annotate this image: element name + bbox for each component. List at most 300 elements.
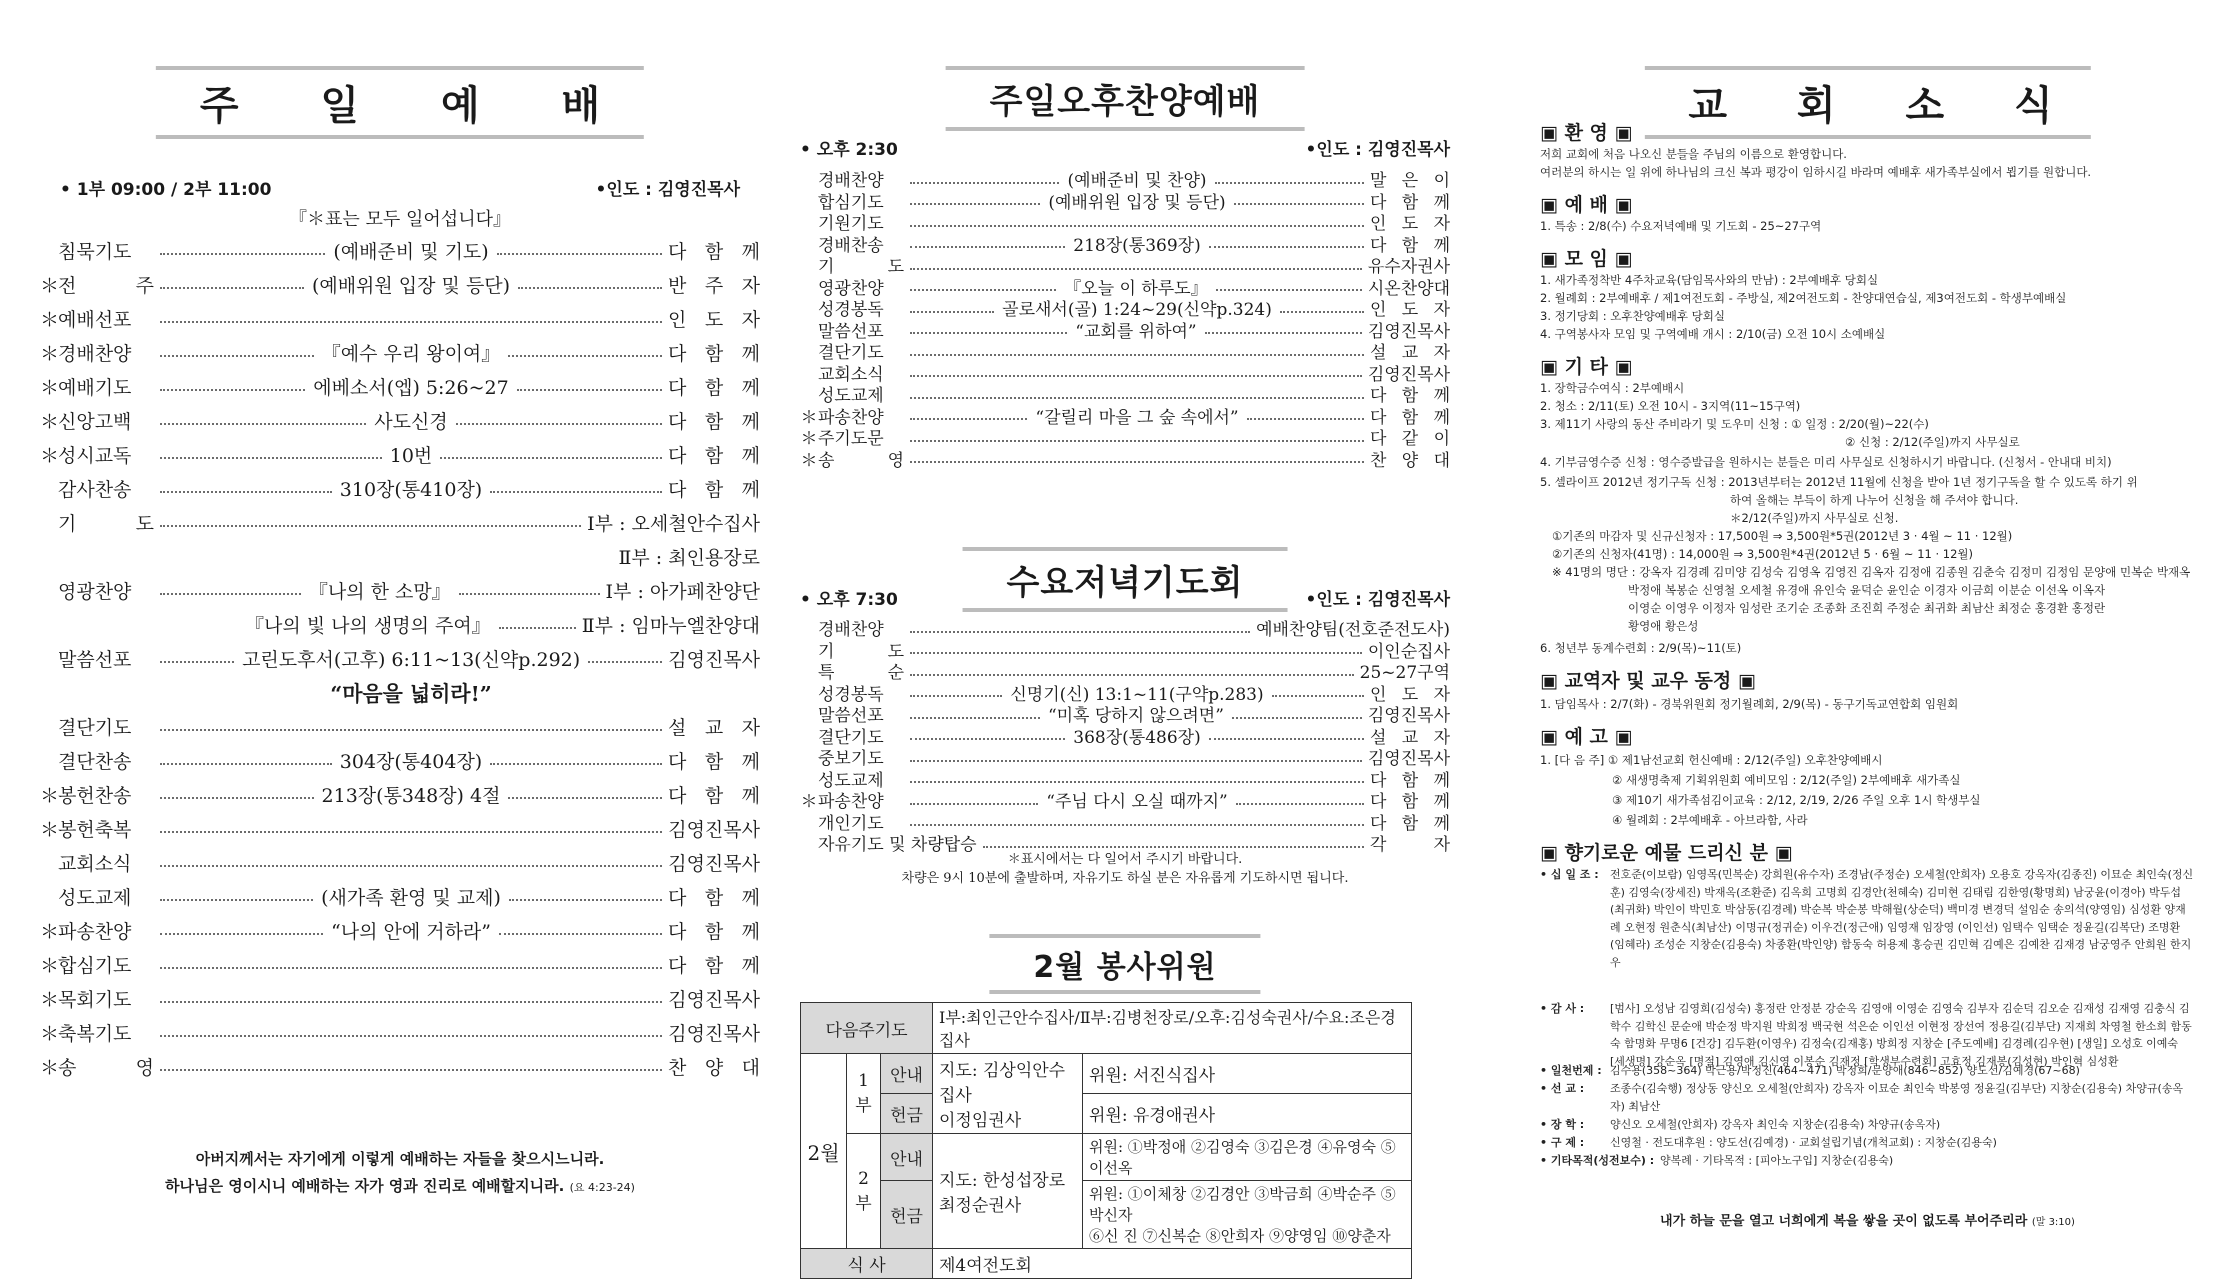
leader-dots: [910, 332, 1067, 334]
leader-dots: [1236, 803, 1364, 805]
order-row: [40, 301, 760, 335]
offering-kind: • 십 일 조 :: [1540, 868, 1599, 881]
afternoon-leader: •인도 : 김영진목사: [1305, 140, 1450, 160]
order-label: 결단기도: [58, 716, 132, 739]
order-person: 인 도 자: [668, 308, 760, 331]
part2-cell: 2부: [847, 1134, 881, 1249]
order-label: 결단기도: [818, 727, 884, 748]
leader-dots: [910, 461, 1364, 463]
order-person: 25~27구역: [1359, 663, 1450, 684]
order-content: 골로새서(골) 1:24~29(신약p.324): [1002, 300, 1272, 321]
order-row: [800, 703, 1450, 725]
wednesday-prayer-title: 수요저녁기도회: [963, 547, 1288, 612]
standing-mark: ＊: [40, 274, 60, 297]
order-person: Ⅰ부 : 오세철안수집사: [587, 512, 760, 535]
leader-dots: [910, 738, 1065, 740]
standing-mark: ＊: [800, 429, 818, 450]
leader-dots: [910, 182, 1059, 184]
leader-dots: [160, 933, 323, 935]
etc-item5g: 박정애 복봉순 신영철 오세철 유경애 유인숙 윤덕순 윤인순 이경자 이금희 이분순 이선옥 이옥자: [1628, 583, 2106, 597]
offering-item: [1540, 1000, 2195, 1070]
order-row: [800, 660, 1450, 682]
order-person: 이인순집사: [1367, 641, 1450, 662]
order-label: 신앙고백: [58, 410, 132, 433]
offering-item: [1540, 1152, 2195, 1170]
etc-item5d: ①기존의 마감자 및 신규신청자 : 17,500원 ⇒ 3,500원*5권(2012년 3 · 4월 ~ 11 · 12월): [1552, 529, 2013, 543]
order-row: [800, 168, 1450, 190]
order-row: [800, 211, 1450, 233]
leader-dots: [160, 797, 314, 799]
leader-dots: [499, 627, 576, 629]
leader-dots: [160, 321, 662, 323]
footer-verse-line2: [40, 1175, 760, 1196]
offering-names: 김수용(358~364) 박근용/박정진(464~471) 박정희/문양애(846~852) 양도선/김예경(67~68): [1610, 1064, 2080, 1077]
p1-offering-members: 위원: 유경애권사: [1083, 1094, 1412, 1134]
order-person: 다 함 께: [1370, 770, 1450, 791]
order-content: 에베소서(엡) 5:26~27: [313, 376, 509, 399]
leader-dots: [497, 253, 662, 255]
leader-dots: [1272, 695, 1364, 697]
order-row: [40, 607, 760, 641]
order-row: [800, 682, 1450, 704]
order-row: [800, 639, 1450, 661]
standing-mark: ＊: [800, 450, 818, 471]
order-content: “나의 안에 거하라”: [331, 920, 491, 943]
notice-item1: 1. [다 음 주] ① 제1남선교회 헌신예배 : 2/12(주일) 오후찬양예배시: [1540, 753, 1883, 767]
order-person: 김영진목사: [1367, 364, 1450, 385]
meeting-item4: 4. 구역봉사자 모임 및 구역예배 개시 : 2/10(금) 오전 10시 소예배실: [1540, 327, 1886, 341]
order-person: 각 자: [1370, 835, 1450, 856]
leader-dots: [160, 525, 581, 527]
order-person: 유수자권사: [1367, 257, 1450, 278]
etc-item5f: ※ 41명의 명단 : 강옥자 김경례 김미양 김성숙 김영옥 김영진 김옥자 김정애 김종원 김춘숙 김정미 김정임 문양애 민복순 박재옥: [1552, 565, 2191, 579]
order-content: 신명기(신) 13:1~11(구약p.283): [1010, 684, 1264, 705]
order-label: 개인기도: [818, 813, 884, 834]
order-label: 성도교제: [58, 886, 132, 909]
order-row: [40, 913, 760, 947]
order-content: 사도신경: [374, 410, 448, 433]
offering-names: 양복례 · 기타목적 : [피아노구입] 지창순(김용숙): [1660, 1154, 1894, 1167]
order-row: [800, 319, 1450, 341]
order-label: 교회소식: [58, 852, 132, 875]
order-person: 다 함 께: [1370, 386, 1450, 407]
worship-time: • 1부 09:00 / 2부 11:00: [60, 180, 272, 200]
leader-dots: [459, 593, 600, 595]
leader-dots: [910, 354, 1364, 356]
order-person: 예배찬양팀(전호준전도사): [1256, 620, 1450, 641]
etc-item6: 6. 청년부 동계수련회 : 2/9(목)~11(토): [1540, 641, 1742, 655]
order-content: (예배준비 및 찬양): [1067, 171, 1207, 192]
order-row: [40, 1049, 760, 1083]
wednesday-time-line: [800, 585, 1450, 610]
order-row: [800, 362, 1450, 384]
etc-item3b: ② 신청 : 2/12(주일)까지 사무실로: [1845, 435, 2020, 449]
order-person: 인 도 자: [1370, 300, 1450, 321]
order-person: 다 함 께: [668, 954, 760, 977]
order-label: 결단찬송: [58, 750, 132, 773]
leader-dots: [910, 397, 1364, 399]
order-content: (예배준비 및 기도): [333, 240, 489, 263]
etc-item5i: 황영애 황은성: [1628, 619, 1699, 633]
order-person: 찬 양 대: [1370, 450, 1450, 471]
leader-dots: [910, 717, 1040, 719]
order-content: 『예수 우리 왕이여』: [321, 342, 501, 365]
order-person: 김영진목사: [668, 852, 760, 875]
order-content: 10번: [389, 444, 433, 467]
closing-verse: [1540, 1210, 2195, 1229]
wednesday-note2: 차량은 9시 10분에 출발하며, 자유기도 하실 분은 자유롭게 기도하시면 됩니다.: [901, 871, 1349, 886]
leader-dots: [910, 781, 1364, 783]
order-person: 다 같 이: [1370, 429, 1450, 450]
volunteers-title: 2월 봉사위원: [989, 934, 1260, 994]
order-person: 다 함 께: [1370, 407, 1450, 428]
sunday-worship-title: 주 일 예 배: [156, 66, 644, 139]
order-person: 다 함 께: [668, 444, 760, 467]
order-row: [40, 709, 760, 743]
standing-mark: ＊: [40, 818, 60, 841]
church-news-title: 교 회 소 식: [1644, 66, 2090, 139]
offering-kind: • 감 사 :: [1540, 1002, 1585, 1015]
wednesday-note1: ＊표시에서는 다 일어서 주시기 바랍니다.: [1007, 852, 1243, 867]
standing-mark: ＊: [40, 784, 60, 807]
leader-dots: [160, 1035, 662, 1037]
leader-dots: [910, 824, 1364, 826]
welcome-section-title: ▣ 환 영 ▣: [1540, 122, 1633, 144]
etc-item5c: ＊2/12(주일)까지 사무실로 신청.: [1730, 511, 1899, 525]
order-person: 설 교 자: [1370, 343, 1450, 364]
order-row: [800, 811, 1450, 833]
order-person: 김영진목사: [668, 988, 760, 1011]
welcome-line1: 저희 교회에 처음 나오신 분들을 주님의 이름으로 환영합니다.: [1540, 147, 1847, 161]
etc-item3: 3. 제11기 사랑의 동산 주비라기 및 도우미 신청 : ① 일정 : 2/20(월)~22(수): [1540, 417, 1929, 431]
standing-mark: ＊: [800, 792, 818, 813]
leader-dots: [160, 729, 662, 731]
notice-item4: ④ 월례회 : 2부예배후 - 아브라함, 사라: [1612, 813, 1808, 827]
order-content: “교회를 위하여”: [1075, 321, 1197, 342]
order-row: [40, 1015, 760, 1049]
footer-verse-line1: 아버지께서는 자기에게 이렇게 예배하는 자들을 찾으시느니라.: [195, 1150, 605, 1168]
order-label: 합심기도: [58, 954, 132, 977]
order-row: [40, 879, 760, 913]
p2-offering-members: 위원: ①이체창 ②김경안 ③박금희 ④박순주 ⑤박신자 ⑥신 진 ⑦신복순 ⑧안희자 ⑨양영임 ⑩양춘자: [1083, 1181, 1412, 1249]
order-row: [800, 426, 1450, 448]
month-cell: 2월: [801, 1054, 847, 1249]
footer-verse-text: 하나님은 영이시니 예배하는 자가 영과 진리로 예배할지니라.: [165, 1177, 565, 1195]
p2-lead: 지도: 한성섭장로 최정순권사: [933, 1134, 1083, 1249]
order-person: 다 함 께: [668, 784, 760, 807]
order-content: 304장(통404장): [339, 750, 483, 773]
leader-dots: [160, 389, 305, 391]
order-label: 말씀선포: [818, 706, 884, 727]
offering-item: [1540, 1116, 2195, 1134]
p2-guide-members: 위원: ①박정애 ②김영숙 ③김은경 ④유영숙 ⑤이선옥: [1083, 1134, 1412, 1181]
p2-guide-label: 안내: [881, 1134, 933, 1181]
etc-section-title: ▣ 기 타 ▣: [1540, 356, 1633, 378]
order-label: 예배기도: [58, 376, 132, 399]
standing-mark: ＊: [800, 407, 818, 428]
notice-item2: ② 새생명축제 기획위원회 예비모임 : 2/12(주일) 2부예배후 새가족실: [1612, 773, 1961, 787]
leader-dots: [160, 287, 304, 289]
order-row: [40, 573, 760, 607]
order-row: [800, 276, 1450, 298]
offering-names: 신영철 · 전도대후원 : 양도선(김예경) · 교회설립기념(개척교회) : 지창순(김용숙): [1610, 1136, 1997, 1149]
order-label: 송 영: [58, 1056, 154, 1079]
standing-mark: ＊: [40, 410, 60, 433]
order-label: 파송찬양: [818, 407, 884, 428]
offering-item: [1540, 866, 2195, 971]
leader-dots: [588, 661, 662, 663]
order-content: 213장(통348장) 4절: [321, 784, 501, 807]
leader-dots: [160, 899, 313, 901]
order-label: 영광찬양: [818, 278, 884, 299]
leader-dots: [160, 593, 301, 595]
leader-dots: [910, 695, 1002, 697]
order-row: [40, 471, 760, 505]
dept-section-title: ▣ 교역자 및 교우 동정 ▣: [1540, 670, 1756, 692]
etc-item5e: ②기존의 신청자(41명) : 14,000원 ⇒ 3,500원*4권(2012년 5 · 6월 ~ 11 · 12월): [1552, 547, 1974, 561]
leader-dots: [160, 763, 332, 765]
order-row: [800, 254, 1450, 276]
order-row: [40, 947, 760, 981]
standing-note: 『＊표는 모두 일어섭니다』: [289, 209, 511, 230]
leader-dots: [910, 652, 1362, 654]
leader-dots: [910, 803, 1038, 805]
afternoon-time-line: [800, 135, 1450, 160]
order-row: [800, 340, 1450, 362]
order-person: 시온찬양대: [1367, 278, 1450, 299]
offering-item: [1540, 1134, 2195, 1152]
order-person: Ⅱ부 : 최인용장로: [618, 546, 760, 569]
order-content: 『오늘 이 하루도』: [1064, 278, 1208, 299]
leader-dots: [160, 355, 314, 357]
order-person: 다 함 께: [668, 886, 760, 909]
order-person: 다 함 께: [668, 920, 761, 943]
order-person: Ⅱ부 : 임마누엘찬양대: [581, 614, 760, 637]
order-row: [40, 811, 760, 845]
order-row: [40, 981, 760, 1015]
standing-mark: ＊: [40, 342, 60, 365]
offering-kind: • 선 교 :: [1540, 1082, 1585, 1095]
leader-dots: [508, 797, 662, 799]
order-row: [800, 617, 1450, 639]
order-row: [800, 725, 1450, 747]
standing-mark: ＊: [40, 1022, 60, 1045]
order-content: “마음을 넓히라!”: [330, 681, 492, 706]
order-person: 김영진목사: [668, 818, 760, 841]
standing-mark: ＊: [40, 1056, 60, 1079]
leader-dots: [518, 287, 662, 289]
p1-offering-label: 헌금: [881, 1094, 933, 1134]
meeting-item2: 2. 월례회 : 2부예배후 / 제1여전도회 - 주방실, 제2여전도회 - 찬양대연습실, 제3여전도회 - 학생부예배실: [1540, 291, 2067, 305]
order-label: 경배찬송: [818, 235, 884, 256]
order-label: 합심기도: [818, 192, 884, 213]
order-row: [40, 369, 760, 403]
standing-mark: ＊: [40, 308, 60, 331]
leader-dots: [160, 1001, 662, 1003]
order-label: 영광찬양: [58, 580, 132, 603]
order-row: [40, 675, 760, 709]
order-label: 주기도문: [818, 429, 884, 450]
leader-dots: [508, 355, 662, 357]
order-label: 자유기도 및 차량탑승: [818, 835, 977, 856]
order-label: 기 도: [58, 512, 154, 535]
order-label: 파송찬양: [818, 792, 884, 813]
offering-kind: • 일천번제 :: [1540, 1064, 1602, 1077]
order-row: [40, 267, 760, 301]
worship-time-line: [60, 175, 740, 200]
order-row: [40, 777, 760, 811]
order-person: 다 함 께: [1370, 192, 1450, 213]
order-person: 김영진목사: [668, 648, 761, 671]
closing-verse-text: 내가 하늘 문을 열고 너희에게 복을 쌓을 곳이 없도록 부어주리라: [1660, 1214, 2028, 1229]
leader-dots: [1209, 738, 1364, 740]
order-row: [40, 437, 760, 471]
leader-dots: [160, 491, 332, 493]
order-person: 김영진목사: [1367, 706, 1450, 727]
leader-dots: [499, 933, 662, 935]
etc-item4: 4. 기부금영수증 신청 : 영수증발급을 원하시는 분들은 미리 사무실로 신청하시기 바랍니다. (신청서 - 안내대 비치): [1540, 455, 2112, 469]
leader-dots: [910, 268, 1362, 270]
order-person: 다 함 께: [1370, 813, 1450, 834]
notice-item3: ③ 제10기 새가족섬김이교육 : 2/12, 2/19, 2/26 주일 오후 1시 학생부실: [1612, 793, 1981, 807]
leader-dots: [1234, 203, 1364, 205]
leader-dots: [910, 203, 1040, 205]
order-person: 다 함 께: [668, 750, 761, 773]
leader-dots: [910, 225, 1364, 227]
order-label: 전 주: [58, 274, 154, 297]
order-row: [800, 233, 1450, 255]
order-content: 368장(통486장): [1073, 727, 1201, 748]
meeting-section-title: ▣ 모 임 ▣: [1540, 248, 1633, 270]
order-person: 설 교 자: [668, 716, 760, 739]
leader-dots: [160, 423, 366, 425]
leader-dots: [1232, 717, 1362, 719]
leader-dots: [517, 389, 662, 391]
order-content: 『나의 빛 나의 생명의 주여』: [245, 614, 491, 637]
order-content: “미혹 당하지 않으려면”: [1047, 706, 1224, 727]
leader-dots: [910, 375, 1362, 377]
leader-dots: [490, 763, 662, 765]
order-label: 기 도: [818, 641, 904, 662]
order-person: 다 함 께: [668, 240, 761, 263]
leader-dots: [160, 831, 662, 833]
offering-kind: • 기타목적(성전보수) :: [1540, 1154, 1655, 1167]
offering-kind: • 장 학 :: [1540, 1118, 1585, 1131]
order-row: [800, 405, 1450, 427]
afternoon-worship-title: 주일오후찬양예배: [946, 66, 1305, 131]
leader-dots: [910, 631, 1250, 633]
etc-item5h: 이영순 이영우 이정자 임성란 조기순 조종화 조진희 주정순 최귀화 최남산 최정순 홍경환 홍정란: [1628, 601, 2106, 615]
order-label: 성도교제: [818, 770, 884, 791]
wednesday-time: • 오후 7:30: [800, 590, 898, 610]
order-content: 218장(통369장): [1073, 235, 1201, 256]
notice-section-title: ▣ 예 고 ▣: [1540, 726, 1633, 748]
leader-dots: [910, 418, 1027, 420]
order-label: 성경봉독: [818, 684, 884, 705]
standing-mark: ＊: [40, 954, 60, 977]
leader-dots: [1215, 182, 1364, 184]
p2-offering-label: 헌금: [881, 1181, 933, 1249]
leader-dots: [160, 661, 234, 663]
order-person: 김영진목사: [1367, 749, 1450, 770]
worship-section-title: ▣ 예 배 ▣: [1540, 194, 1633, 216]
leader-dots: [456, 423, 662, 425]
order-content: 『나의 한 소망』: [308, 580, 451, 603]
next-week-value: Ⅰ부:최인근안수집사/Ⅱ부:김병천장로/오후:김성숙권사/수요:조은경집사: [933, 1003, 1412, 1054]
next-week-label: 다음주기도: [801, 1003, 933, 1054]
leader-dots: [910, 289, 1056, 291]
order-content: (예배위원 입장 및 등단): [311, 274, 511, 297]
order-row: [800, 746, 1450, 768]
offering-names: 전호준(이보람) 임영목(민복순) 강희원(유수자) 조경남(주정순) 오세철(안희자) 오용호 강옥자(김종진) 이묘순 최인숙(정신훈) 김영숙(장세진) 박재옥(조환준) 김옥희 고명희 김경안(천혜숙) 김미현 김태림 김한영(황명희) 남궁윤(이경아) 박두섭(최귀화) 박인이 박민호 박삼동(김경례) 박순복 박순봉 박해월(상순덕) 백미경 변경덕 설임순 송의석(양영임) 심성환 양재례 오현정 원춘식(최남산) 이명규(정귀순) 이우건(정근애) 임영재 임장영 (이인선) 임택수 임택순 정윤길(김복단) 조명환(임혜라) 조성순 지창순(김용숙) 차종환(박인양) 함동숙 허용제 홍승권 김민혁 김예은 김예찬 김재경 남궁영주 안희원 한지우: [1610, 868, 2194, 969]
order-label: 중보기도: [818, 749, 884, 770]
order-row: [40, 403, 760, 437]
etc-item5b: 하여 올해는 부득이 하게 나누어 신청을 해 주셔야 합니다.: [1730, 493, 2019, 507]
order-row: [800, 768, 1450, 790]
meeting-item1: 1. 새가족정착반 4주차교육(담임목사와의 만남) : 2부예배후 당회실: [1540, 273, 1879, 287]
order-label: 경배찬양: [818, 620, 884, 641]
p1-guide-label: 안내: [881, 1054, 933, 1094]
order-content: “갈릴리 마을 그 숲 속에서”: [1035, 407, 1239, 428]
leader-dots: [1247, 418, 1364, 420]
welcome-line2: 여러분의 하시는 일 위에 하나님의 크신 복과 평강이 임하시길 바라며 예배후 새가족부실에서 뵙기를 원합니다.: [1540, 165, 2092, 179]
order-row: [800, 297, 1450, 319]
order-person: 김영진목사: [1367, 321, 1451, 342]
leader-dots: [910, 760, 1362, 762]
order-row: [800, 448, 1450, 470]
leader-dots: [910, 246, 1065, 248]
leader-dots: [1205, 332, 1362, 334]
order-row: [800, 190, 1450, 212]
leader-dots: [509, 899, 662, 901]
standing-mark: ＊: [40, 444, 60, 467]
offering-names: 조종수(김숙행) 정상동 양신오 오세철(안희자) 강옥자 이묘순 최인숙 박봉영 정윤길(김부단) 지창순(김용숙) 차양규(송옥자) 최남산: [1610, 1082, 2184, 1113]
order-label: 예배선포: [58, 308, 132, 331]
meeting-item3: 3. 정기당회 : 오후찬양예배후 당회실: [1540, 309, 1725, 323]
dept-item1: 1. 담임목사 : 2/7(화) - 경북위원회 정기월례회, 2/9(목) - 동구기독교연합회 임원회: [1540, 697, 1959, 711]
wednesday-leader: •인도 : 김영진목사: [1305, 590, 1450, 610]
order-label: 기 도: [818, 257, 904, 278]
order-row: [40, 743, 760, 777]
leader-dots: [1216, 289, 1362, 291]
leader-dots: [160, 967, 662, 969]
etc-item1: 1. 장학금수여식 : 2부예배시: [1540, 381, 1685, 395]
afternoon-time: • 오후 2:30: [800, 140, 898, 160]
order-content: 310장(통410장): [339, 478, 483, 501]
leader-dots: [440, 457, 662, 459]
standing-mark: ＊: [40, 920, 60, 943]
leader-dots: [910, 674, 1354, 676]
order-person: 다 함 께: [1370, 792, 1450, 813]
offering-item: [1540, 1062, 2195, 1080]
order-label: 말씀선포: [58, 648, 132, 671]
p1-guide-members: 위원: 서진식집사: [1083, 1054, 1412, 1094]
order-label: 결단기도: [818, 343, 884, 364]
order-person: 찬 양 대: [668, 1056, 760, 1079]
offering-names: [범사] 오성남 김영희(김성숙) 홍정란 안정분 강순옥 김영애 이영순 김영숙 김부자 김순덕 김오순 김재성 김재영 김충식 김학수 김학신 문순애 박순정 박지원 박희정 백국현 석은순 이인선 이현정 장선여 정용길(김부단) 지재희 차영철 한소희 함동숙 함명화 무명6 [건강] 김두환(이영우) 김정숙(김재홍) 방희정 지창순 [주도예배] 김경례(김우현) [생일] 오성호 이예숙 [세생명] 강순옥 [명절] 김영애 김신영 이봉순 김재정 [학생부수련회] 고효정 김재봉(김성현) 박인혁 심성환: [1610, 1002, 2192, 1068]
order-person: 인 도 자: [1370, 214, 1450, 235]
meal-label: 식 사: [801, 1249, 933, 1279]
order-label: 감사찬송: [58, 478, 132, 501]
leader-dots: [160, 253, 325, 255]
order-label: 파송찬양: [58, 920, 132, 943]
order-person: 다 함 께: [668, 342, 760, 365]
etc-item5: 5. 셀라이프 2012년 정기구독 신청 : 2013년부터는 2012년 11월에 신청을 받아 1년 정기구독을 할 수 있도록 하기 위: [1540, 475, 2138, 489]
standing-mark: ＊: [40, 988, 60, 1011]
order-row: [40, 335, 760, 369]
order-person: 인 도 자: [1370, 684, 1451, 705]
footer-verse-ref: (요 4:23-24): [569, 1181, 635, 1194]
